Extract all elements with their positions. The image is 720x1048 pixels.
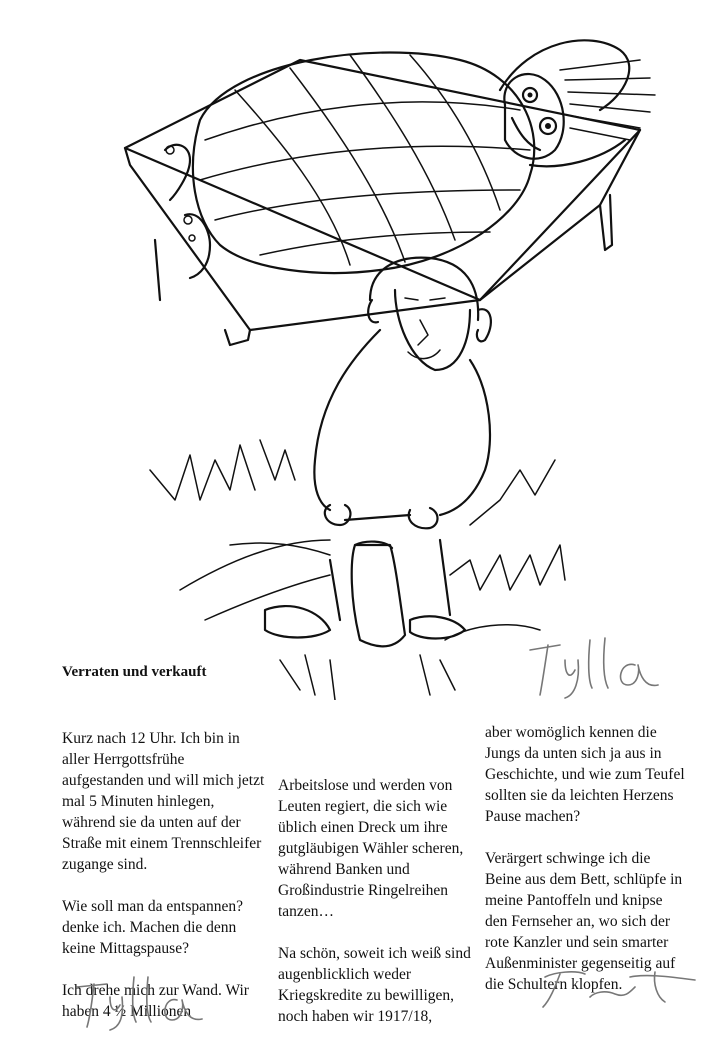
paragraph: Verärgert schwinge ich die Beine aus dem Bett, schlüpfe in meine Pantoffeln und knipse den Fernseher an, wo sich der rote Kanzler und sein smarter Außenminister gegenseitig auf die Schultern klopfen. <box>485 850 683 993</box>
sparks-drawing <box>150 440 565 700</box>
article-title: Verraten und verkauft <box>62 664 207 680</box>
paragraph: Na schön, soweit ich weiß sind augenblicklich weder Kriegskredite zu bewilligen, noch haben wir 1917/18, <box>278 945 471 1025</box>
text-column-2 <box>278 775 483 1048</box>
paragraph: Arbeitslose und werden von Leuten regiert, die sich wie üblich einen Dreck um ihre gutgläubigen Wähler scheren, während Banken und Großindustrie Ringelreihen tanzen… <box>278 777 464 920</box>
artist-signature-drawing <box>520 630 670 700</box>
author-signature <box>72 972 212 1032</box>
worker-drawing <box>265 258 491 647</box>
feet-drawing <box>165 145 210 278</box>
paragraph: Ich drehe mich zur Wand. Wir haben 4 ½ Millionen <box>62 982 249 1020</box>
paragraph: Kurz nach 12 Uhr. Ich bin in aller Herrgottsfrühe aufgestanden und will mich jetzt mal 5 Minuten hinlegen, während sie da unten auf der Straße mit einem Trennschleifer zugange sind. <box>62 730 265 873</box>
duvet-drawing <box>193 53 534 273</box>
paragraph: aber womöglich kennen die Jungs da unten sich ja aus in Geschichte, und wie zum Teufel sollten sie da leichten Herzens Pause machen? <box>485 724 685 825</box>
editor-signature <box>535 962 705 1012</box>
paragraph: Wie soll man da entspannen? denke ich. Machen die denn keine Mittagspause? <box>62 898 244 957</box>
